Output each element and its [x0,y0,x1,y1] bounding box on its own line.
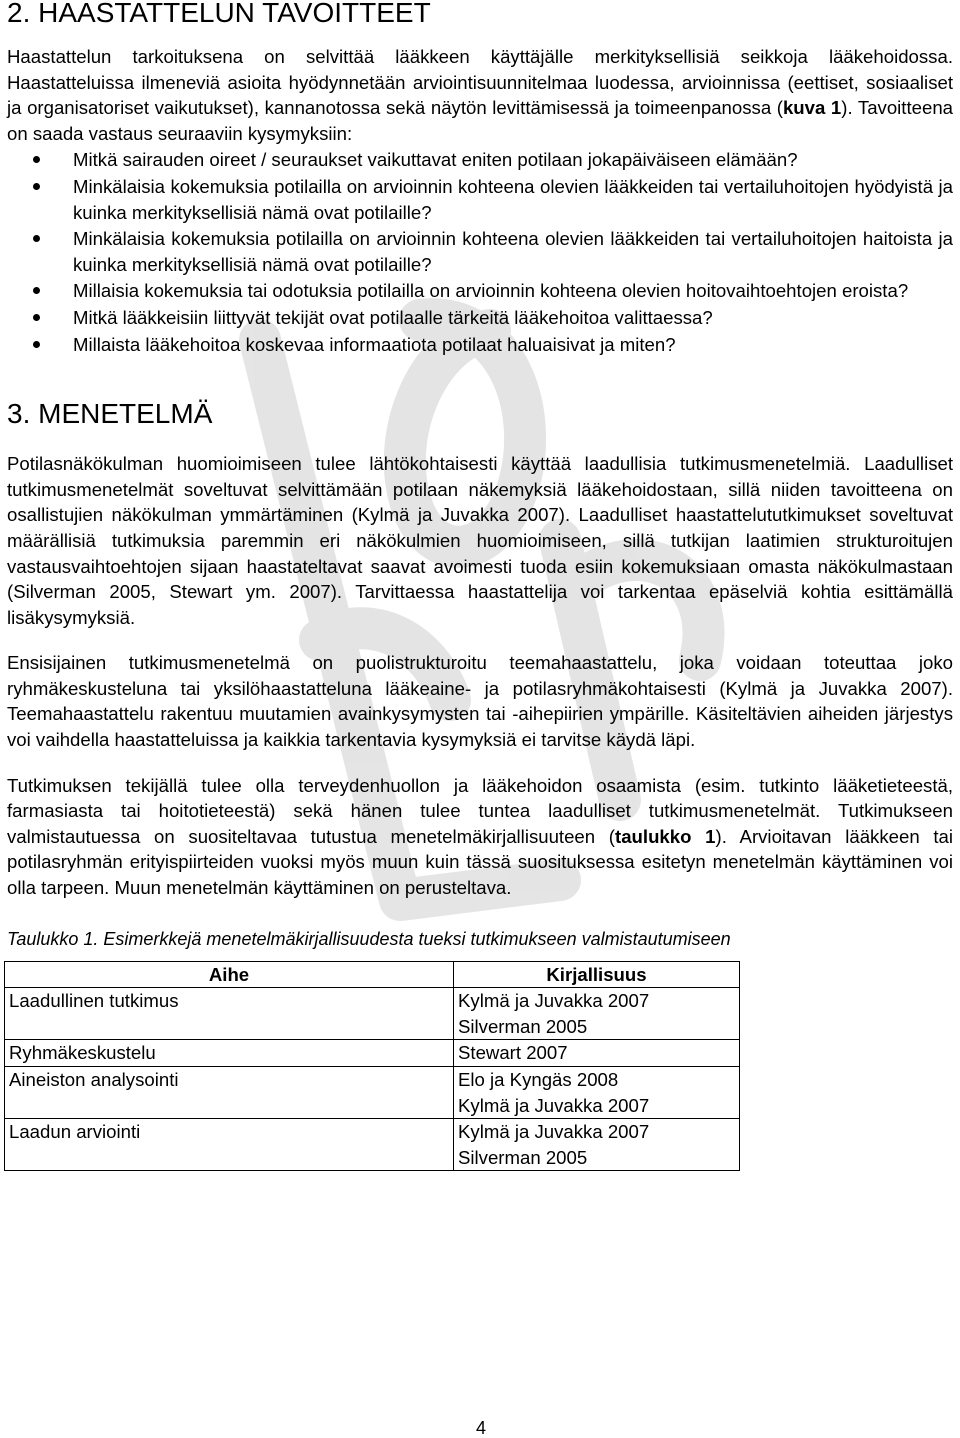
question-text: Mitkä lääkkeisiin liittyvät tekijät ovat potilaalle tärkeitä lääkehoitoa valittaessa? [73,306,713,328]
method-paragraph-1: Potilasnäkökulman huomioimiseen tulee lähtökohtaisesti käyttää laadullisia tutkimusmenetelmiä. Laadulliset tutkimusmenetelmät soveltuvat selvittämään potilaan näkemyksiä lääkehoidostaan, sillä niiden tavoitteena on osallistujien näkökulman ymmärtäminen (Kylmä ja Juvakka 2007). Laadulliset haastattelututkimukset soveltuvat määrällisiä tutkimuksia paremmin eri näkökulmien huomioimiseen, sillä tutkijan laatimien strukturoitujen vastausvaihtoehtojen sijaan haastateltavat saavat avoimesti tuoda esiin kokemuksiaan omasta näkökulmastaan (Silverman 2005, Stewart ym. 2007). Tarvittaessa haastattelija voi tarkentaa epäselviä kohtia esittämällä lisäkysymyksiä. [7,453,953,628]
table-cell-refs [454,1067,740,1119]
table-cell-topic: Laadullinen tutkimus [5,988,454,1040]
method-paragraph-3-text: Tutkimuksen tekijällä tulee olla terveydenhuollon ja lääkehoidon osaamista (esim. tutkinto lääketieteestä, farmasiasta tai hoitotieteestä) sekä hänen tulee tuntea laadulliset tutkimusmenetelmät. Tutkimukseen valmistautuessa on suositeltavaa tutustua menetelmäkirjallisuuteen ( [7,774,953,847]
table-row [5,1119,740,1171]
bullet-icon [33,341,40,348]
table-header-topic: Aihe [5,961,454,988]
section-heading-goals: 2. HAASTATTELUN TAVOITTEET [7,0,431,28]
list-item [7,174,953,225]
method-paragraph-3-text-end: ). Arvioitavan lääkkeen tai potilasryhmän erityispiirteiden vuoksi myös muun kuin tässä suosituksessa esitetyn menetelmän käyttäminen voi olla tarpeen. Muun menetelmän käyttäminen on perusteltava. [7,825,953,899]
question-text: Minkälaisia kokemuksia potilailla on arvioinnin kohteena olevien lääkkeiden tai vertailuhoitojen hyödyistä ja kuinka merkityksellisiä nämä ovat potilaille? [73,175,953,223]
table-cell-topic: Ryhmäkeskustelu [5,1040,454,1067]
list-item [7,147,953,173]
document-content [7,0,953,1171]
question-text: Millaisia kokemuksia tai odotuksia potilailla on arvioinnin kohteena olevien hoitovaihtoehtojen eroista? [73,280,909,302]
list-item [7,226,953,277]
table-row [5,1040,740,1067]
goals-intro-text-end: ). Tavoitteena on saada vastaus seuraaviin kysymyksiin: [7,97,954,144]
bullet-icon [33,235,40,242]
goals-intro-text: Haastattelun tarkoituksena on selvittää lääkkeen käyttäjälle merkityksellisiä seikkoja lääkehoidossa. Haastatteluissa ilmeneviä asioita hyödynnetään arviointisuunnitelmaa luodessa, arvioinnissa (eettiset, sosiaaliset ja organisatoriset vaikutukset), kannanotossa sekä näytön levittämisessä ja toimeenpanossa ( [7,46,953,119]
table-row [5,988,740,1040]
list-item [7,278,953,304]
reference-entry: Silverman 2005 [458,1015,588,1037]
question-text: Minkälaisia kokemuksia potilailla on arvioinnin kohteena olevien lääkkeiden tai vertailuhoitojen haitoista ja kuinka merkityksellisiä nämä ovat potilaille? [73,228,953,275]
table-caption: Taulukko 1. Esimerkkejä menetelmäkirjallisuudesta tueksi tutkimukseen valmistautumiseen [7,928,731,949]
method-paragraph-3 [7,773,953,901]
reference-entry: Stewart 2007 [458,1042,568,1064]
table-reference: taulukko 1 [615,825,716,847]
literature-table [4,961,740,1172]
list-item [7,305,953,331]
reference-entry: Silverman 2005 [458,1146,588,1168]
table-cell-topic: Aineiston analysointi [5,1067,454,1119]
figure-reference: kuva 1 [782,97,842,119]
method-paragraph-2: Ensisijainen tutkimusmenetelmä on puolistrukturoitu teemahaastattelu, joka voidaan toteuttaa joko ryhmäkeskusteluna tai yksilöhaastatteluna lääkeaine- ja potilasryhmäkohtaisesti (Kylmä ja Juvakka 2007). Teemahaastattelu rakentuu muutamien avainkysymysten tai -aihepiirien ympärille. Käsiteltävien aiheiden järjestys voi vaihdella haastatteluissa ja kaikkia tarkentavia kysymyksiä ei tarvitse käydä läpi. [7,652,953,751]
reference-entry: Kylmä ja Juvakka 2007 [458,1121,650,1143]
table-cell-topic: Laadun arviointi [5,1119,454,1171]
goals-intro-paragraph [7,44,953,146]
question-text: Millaista lääkehoitoa koskevaa informaatiota potilaat haluaisivat ja miten? [73,333,676,355]
bullet-icon [33,287,40,294]
table-cell-refs [454,1119,740,1171]
reference-entry: Elo ja Kyngäs 2008 [458,1069,619,1090]
reference-entry: Kylmä ja Juvakka 2007 [458,1094,650,1116]
table-cell-refs [454,988,740,1040]
interview-questions-list [7,147,953,357]
reference-entry: Kylmä ja Juvakka 2007 [458,990,650,1012]
table-header-row [5,961,740,988]
question-text: Mitkä sairauden oireet / seuraukset vaikuttavat eniten potilaan jokapäiväiseen elämään? [73,149,798,171]
list-item [7,332,953,358]
page-number: 4 [476,1418,487,1438]
bullet-icon [33,183,40,190]
bullet-icon [33,314,40,321]
bullet-icon [33,156,40,163]
section-heading-method: 3. MENETELMÄ [7,398,213,430]
table-row [5,1067,740,1119]
table-cell-refs [454,1040,740,1067]
table-header-literature: Kirjallisuus [454,961,740,988]
